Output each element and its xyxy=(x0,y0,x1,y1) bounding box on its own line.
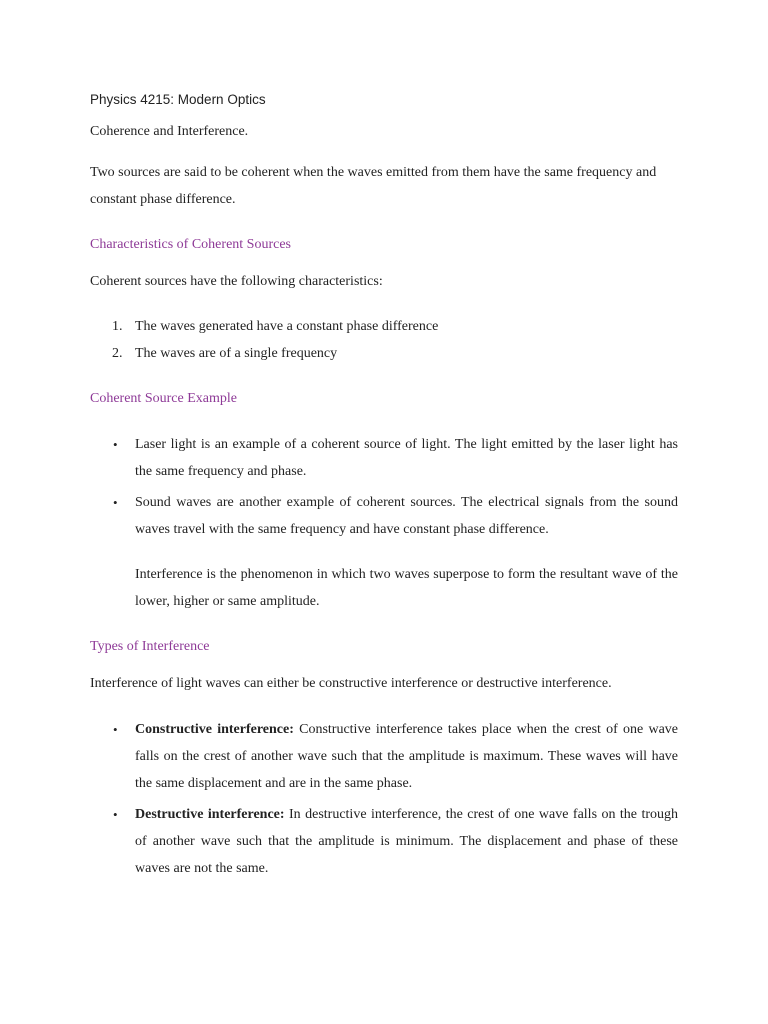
bullet-icon: • xyxy=(113,495,118,510)
term-label: Constructive interference: xyxy=(135,722,294,737)
list-item-text: Constructive interference takes place when the crest of one wave falls on the crest of another wave such that the amplitude is maximum. These waves will have the same displacement and are in the same phase. xyxy=(135,722,678,791)
document-subtitle: Coherence and Interference. xyxy=(90,124,249,139)
heading-characteristics: Characteristics of Coherent Sources xyxy=(90,237,291,252)
interference-definition: Interference is the phenomenon in which two waves superpose to form the resultant wave of the lower, higher or same amplitude. xyxy=(135,567,678,609)
interference-types-list xyxy=(90,716,678,886)
list-item-text: Sound waves are another example of coherent sources. The electrical signals from the sound waves travel with the same frequency and have constant phase difference. xyxy=(135,495,678,537)
course-header: Physics 4215: Modern Optics xyxy=(90,92,266,107)
list-number: 1. xyxy=(112,319,123,334)
bullet-icon: • xyxy=(113,807,118,822)
bullet-icon: • xyxy=(113,437,118,452)
list-item-text: In destructive interference, the crest of one wave falls on the trough of another wave such that the amplitude is minimum. The displacement and phase of these waves are not the same. xyxy=(135,807,679,876)
types-lead: Interference of light waves can either be constructive interference or destructive interference. xyxy=(90,676,612,691)
list-item-text: The waves generated have a constant phase difference xyxy=(135,319,439,334)
list-item-text: The waves are of a single frequency xyxy=(135,346,338,361)
characteristics-list xyxy=(90,313,678,367)
list-item xyxy=(90,340,678,367)
list-number: 2. xyxy=(112,346,123,361)
bullet-icon: • xyxy=(113,722,118,737)
heading-types-of-interference: Types of Interference xyxy=(90,639,210,654)
intro-paragraph: Two sources are said to be coherent when the waves emitted from them have the same frequency and constant phase difference. xyxy=(90,165,657,207)
characteristics-lead: Coherent sources have the following characteristics: xyxy=(90,274,383,289)
example-list xyxy=(90,431,678,547)
term-label: Destructive interference: xyxy=(135,807,285,822)
list-item xyxy=(90,431,678,485)
list-item-text: Laser light is an example of a coherent source of light. The light emitted by the laser light has the same frequency and phase. xyxy=(135,437,678,479)
list-item xyxy=(90,716,678,797)
list-item xyxy=(90,801,678,882)
list-item xyxy=(90,313,678,340)
list-item xyxy=(90,489,678,543)
heading-coherent-example: Coherent Source Example xyxy=(90,391,237,406)
